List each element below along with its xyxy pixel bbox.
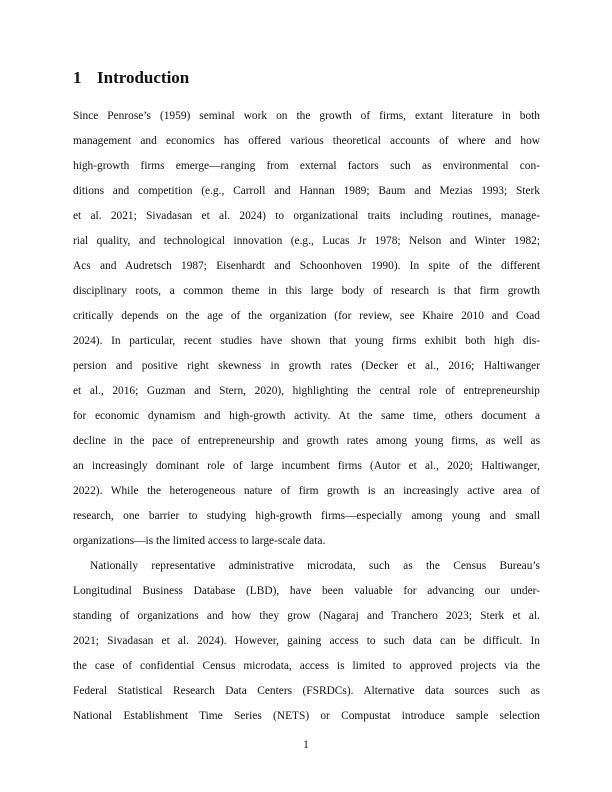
paragraph-line: Longitudinal Business Database (LBD), have been valuable for advancing our under- (73, 585, 540, 597)
paragraph-line: Federal Statistical Research Data Centers (FSRDCs). Alternative data sources such as (73, 685, 540, 697)
paragraph-line: Nationally representative administrative microdata, such as the Census Bureau’s (90, 560, 540, 572)
paragraph-line: Acs and Audretsch 1987; Eisenhardt and Schoonhoven 1990). In spite of the different (73, 260, 540, 272)
paragraph-line: for economic dynamism and high-growth activity. At the same time, others document a (73, 410, 540, 422)
paragraph-line: rial quality, and technological innovation (e.g., Lucas Jr 1978; Nelson and Winter 1982; (73, 235, 540, 247)
paragraph-line: organizations—is the limited access to large-scale data. (73, 535, 326, 547)
paragraph-line: et al., 2016; Guzman and Stern, 2020), highlighting the central role of entrepreneurship (73, 385, 540, 397)
paragraph-line: ditions and competition (e.g., Carroll and Hannan 1989; Baum and Mezias 1993; Sterk (73, 185, 540, 197)
paragraph-line: management and economics has offered various theoretical accounts of where and how (73, 135, 540, 147)
paragraph-line: 2021; Sivadasan et al. 2024). However, gaining access to such data can be difficult. In (73, 635, 540, 647)
paragraph-line: critically depends on the age of the organization (for review, see Khaire 2010 and Coad (73, 310, 540, 322)
paragraph-line: standing of organizations and how they grow (Nagaraj and Tranchero 2023; Sterk et al. (73, 610, 540, 622)
paragraph-line: an increasingly dominant role of large incumbent firms (Autor et al., 2020; Haltiwanger, (73, 460, 540, 472)
paragraph-line: research, one barrier to studying high-growth firms—especially among young and small (73, 510, 540, 522)
paragraph-line: Since Penrose’s (1959) seminal work on the growth of firms, extant literature in both (73, 110, 540, 122)
section-title: Introduction (97, 68, 190, 87)
paragraph-line: National Establishment Time Series (NETS) or Compustat introduce sample selection (73, 710, 540, 722)
paragraph-line: 2024). In particular, recent studies have shown that young firms exhibit both high dis- (73, 335, 540, 347)
paragraph-line: 2022). While the heterogeneous nature of firm growth is an increasingly active area of (73, 485, 540, 497)
paragraph-line: high-growth firms emerge—ranging from external factors such as environmental con- (73, 160, 540, 172)
paragraph-line: et al. 2021; Sivadasan et al. 2024) to organizational traits including routines, manage- (73, 210, 540, 222)
page-number: 1 (303, 739, 309, 751)
paragraph-line: persion and positive right skewness in growth rates (Decker et al., 2016; Haltiwanger (73, 360, 540, 372)
section-number: 1 (73, 68, 82, 87)
paragraph-line: the case of confidential Census microdata, access is limited to approved projects via the (73, 660, 540, 672)
paragraph-line: disciplinary roots, a common theme in this large body of research is that firm growth (73, 285, 540, 297)
section-heading (73, 66, 189, 90)
paragraph-line: decline in the pace of entrepreneurship and growth rates among young firms, as well as (73, 435, 540, 447)
